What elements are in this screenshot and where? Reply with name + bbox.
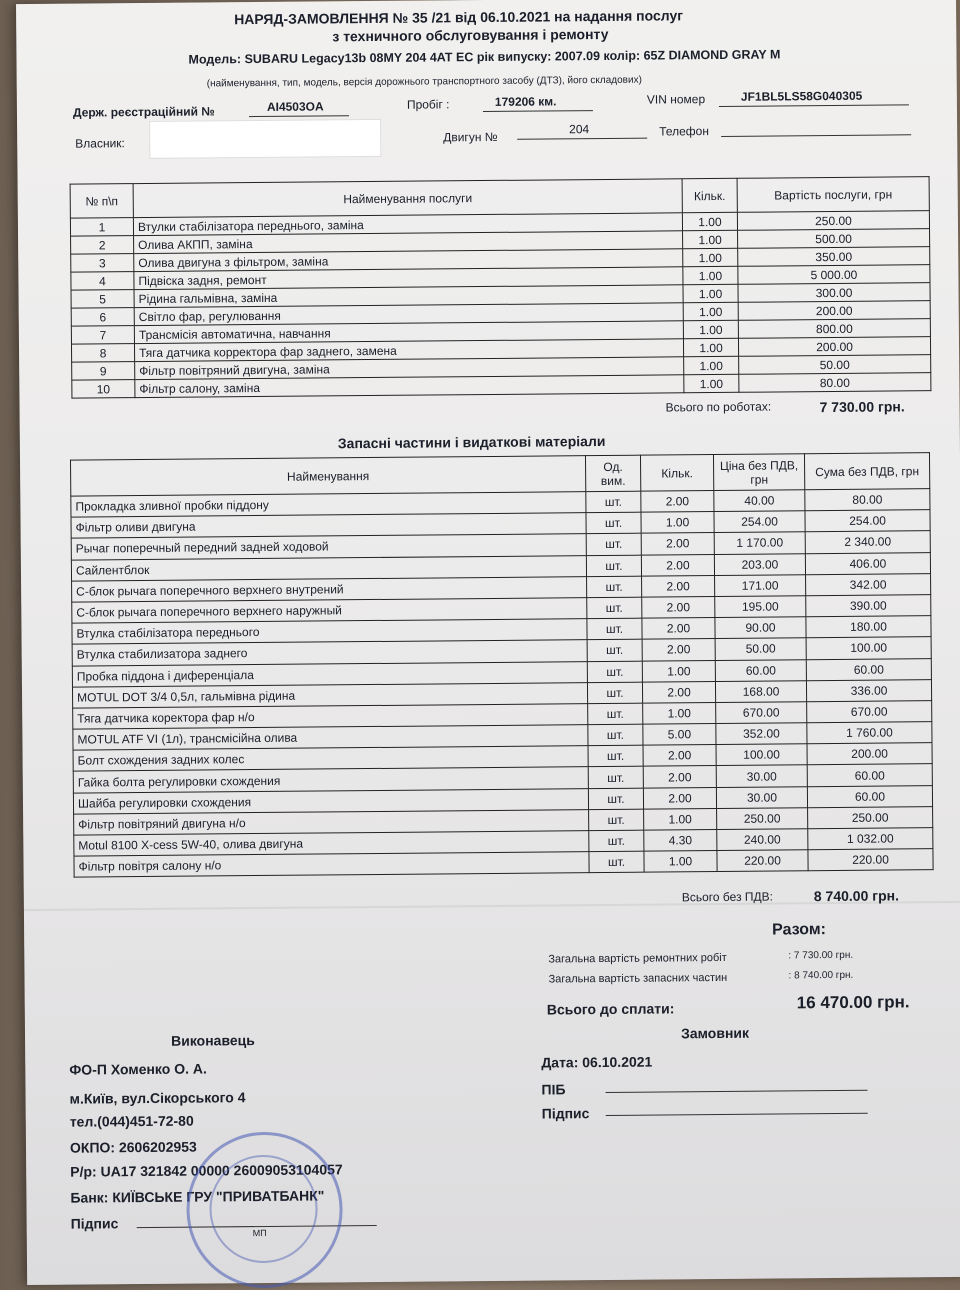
part-qty: 2.00 [642, 618, 715, 640]
parts-header-unit: Од. вим. [585, 455, 640, 491]
part-name: MOTUL ATF VI (1л), трансмісійна олива [73, 725, 588, 751]
part-unit: шт. [587, 682, 642, 704]
part-sum: 1 760.00 [807, 722, 932, 744]
part-price: 203.00 [714, 553, 805, 575]
part-qty: 2.00 [643, 745, 716, 767]
part-name: С-блок рычага поперечного верхнего внутрений [72, 576, 587, 602]
part-name: MOTUL DOT 3/4 0,5л, гальмівна рідина [72, 682, 587, 708]
company-stamp-inner-ring [209, 1155, 318, 1264]
document-subtitle: з техничного обслуговування і ремонту [332, 25, 609, 45]
service-num: 3 [71, 254, 134, 273]
part-price: 30.00 [716, 786, 807, 808]
part-price: 40.00 [714, 490, 805, 512]
engine-label: Двигун № [443, 129, 498, 145]
contractor-mp: МП [252, 1227, 267, 1239]
service-num: 1 [70, 218, 133, 237]
part-sum: 336.00 [806, 679, 931, 701]
model-note: (найменування, тип, модель, версія дорожнього транспортного засобу (ДТЗ), його складових) [206, 74, 642, 90]
part-name: Гайка болта регулировки схождения [73, 767, 588, 793]
part-name: С-блок рычага поперечного верхнего наружный [72, 598, 587, 624]
service-qty: 1.00 [683, 266, 738, 284]
document-title: НАРЯД-ЗАМОВЛЕННЯ № 35 /21 від 06.10.2021 на надання послуг [234, 7, 684, 28]
part-name: Motul 8100 X-cess 5W-40, олива двигуна [74, 831, 589, 857]
part-unit: шт. [589, 830, 644, 852]
company-stamp [186, 1131, 343, 1288]
part-name: Рычаг поперечный передний задней ходовой [71, 534, 586, 560]
parts-header-name: Найменування [70, 456, 585, 496]
part-price: 240.00 [717, 829, 808, 851]
service-qty: 1.00 [684, 374, 739, 392]
service-price: 300.00 [738, 283, 930, 303]
order-document [16, 0, 960, 1285]
part-sum: 342.00 [806, 573, 931, 595]
part-name: Втулка стабилизатора заднего [72, 640, 587, 666]
parts-header-price: Ціна без ПДВ, грн [713, 454, 804, 491]
service-name: Втулки стабілізатора переднього, заміна [133, 213, 682, 236]
part-sum: 220.00 [808, 849, 933, 871]
service-num: 6 [71, 308, 134, 327]
part-qty: 1.00 [644, 808, 717, 830]
services-total-value: 7 730.00 грн. [819, 398, 905, 416]
service-qty: 1.00 [683, 248, 738, 266]
mileage-line [483, 110, 593, 112]
part-price: 171.00 [715, 574, 806, 596]
summary-repair-label: Загальна вартість ремонтних робіт [548, 951, 727, 966]
service-name: Підвіска задня, ремонт [134, 267, 683, 290]
parts-total-label: Всього без ПДВ: [681, 889, 774, 905]
part-qty: 1.00 [641, 512, 714, 534]
parts-table [70, 452, 934, 878]
service-qty: 1.00 [683, 320, 738, 338]
part-unit: шт. [587, 639, 642, 661]
services-total-label: Всього по роботах: [665, 399, 772, 415]
part-unit: шт. [587, 618, 642, 640]
part-unit: шт. [587, 576, 642, 598]
part-name: Тяга датчика коректора фар н/о [73, 704, 588, 730]
contractor-heading: Виконавець [171, 1032, 255, 1049]
part-sum: 60.00 [806, 658, 931, 680]
part-qty: 2.00 [642, 639, 715, 661]
contractor-okpo: ОКПО: 2606202953 [69, 1138, 197, 1156]
service-num: 10 [72, 380, 135, 399]
part-qty: 2.00 [641, 554, 714, 576]
part-unit: шт. [586, 534, 641, 556]
service-price: 350.00 [738, 247, 930, 267]
summary-total-value: 16 470.00 грн. [796, 992, 910, 1013]
part-name: Втулка стабілізатора переднього [72, 619, 587, 645]
part-sum: 390.00 [806, 595, 931, 617]
contractor-bank: Банк: КИЇВСЬКЕ ГРУ "ПРИВАТБАНК" [70, 1187, 325, 1206]
vin-label: VIN номер [646, 92, 706, 107]
service-name: Світло фар, регулювання [134, 303, 683, 326]
part-price: 220.00 [717, 850, 808, 872]
part-qty: 2.00 [642, 575, 715, 597]
part-qty: 4.30 [644, 830, 717, 852]
part-sum: 200.00 [807, 743, 932, 765]
services-header-qty: Кільк. [682, 178, 737, 212]
part-unit: шт. [588, 767, 643, 789]
services-header-name: Найменування послуги [133, 179, 682, 218]
part-qty: 2.00 [642, 681, 715, 703]
phone-line [721, 134, 911, 137]
service-qty: 1.00 [683, 338, 738, 356]
service-name: Фільтр салону, заміна [135, 375, 684, 398]
customer-pib-label: ПІБ [541, 1081, 566, 1098]
part-price: 250.00 [717, 808, 808, 830]
service-qty: 1.00 [683, 284, 738, 302]
part-sum: 80.00 [805, 489, 930, 511]
service-price: 5 000.00 [738, 265, 930, 285]
part-sum: 406.00 [805, 552, 930, 574]
service-name: Тяга датчика корректора фар заднего, замена [134, 339, 683, 362]
customer-heading: Замовник [680, 1024, 750, 1042]
service-price: 500.00 [738, 229, 930, 249]
part-unit: шт. [588, 788, 643, 810]
service-num: 4 [71, 272, 134, 291]
part-sum: 250.00 [808, 806, 933, 828]
part-name: Сайлентблок [71, 555, 586, 581]
part-sum: 60.00 [807, 764, 932, 786]
summary-parts-value: : 8 740.00 грн. [788, 969, 854, 982]
part-price: 60.00 [715, 659, 806, 681]
part-sum: 2 340.00 [805, 531, 930, 553]
owner-label: Власник: [75, 136, 125, 151]
part-price: 90.00 [715, 617, 806, 639]
part-qty: 1.00 [644, 851, 717, 873]
part-name: Прокладка зливної пробки піддону [71, 492, 586, 518]
service-qty: 1.00 [683, 230, 738, 248]
part-price: 168.00 [715, 680, 806, 702]
service-price: 50.00 [739, 355, 931, 375]
part-unit: шт. [589, 851, 644, 873]
part-unit: шт. [588, 703, 643, 725]
service-price: 200.00 [738, 301, 930, 321]
owner-redacted [149, 119, 381, 159]
part-name: Фільтр повітряний двигуна н/о [74, 809, 589, 835]
reg-number-label: Держ. реєстраційний № [72, 104, 215, 120]
part-sum: 670.00 [807, 701, 932, 723]
summary-heading: Разом: [772, 921, 827, 939]
service-qty: 1.00 [682, 212, 737, 230]
part-sum: 100.00 [806, 637, 931, 659]
part-unit: шт. [589, 809, 644, 831]
part-price: 30.00 [716, 765, 807, 787]
part-price: 100.00 [716, 744, 807, 766]
part-price: 1 170.00 [714, 532, 805, 554]
part-unit: шт. [588, 724, 643, 746]
part-qty: 5.00 [643, 724, 716, 746]
part-qty: 2.00 [643, 766, 716, 788]
phone-label: Телефон [659, 124, 709, 139]
service-price: 250.00 [737, 211, 929, 231]
part-unit: шт. [587, 597, 642, 619]
service-name: Фільтр повітряний двигуна, заміна [135, 357, 684, 380]
customer-pib-line [606, 1090, 868, 1093]
part-qty: 1.00 [643, 702, 716, 724]
service-num: 8 [71, 344, 134, 363]
part-qty: 2.00 [642, 596, 715, 618]
part-price: 670.00 [716, 702, 807, 724]
part-unit: шт. [586, 512, 641, 534]
contractor-account: Р/р: UA17 321842 00000 26009053104057 [70, 1161, 343, 1180]
part-name: Фільтр оливи двигуна [71, 513, 586, 539]
part-qty: 2.00 [641, 533, 714, 555]
parts-header-sum: Сума без ПДВ, грн [804, 453, 929, 490]
service-price: 200.00 [738, 337, 930, 357]
service-qty: 1.00 [684, 356, 739, 374]
part-sum: 180.00 [806, 616, 931, 638]
part-unit: шт. [587, 661, 642, 683]
parts-header-qty: Кільк. [640, 455, 713, 492]
part-qty: 2.00 [643, 787, 716, 809]
part-name: Пробка піддона і диференціала [72, 661, 587, 687]
part-unit: шт. [586, 491, 641, 513]
part-price: 50.00 [715, 638, 806, 660]
summary-repair-value: : 7 730.00 грн. [788, 949, 854, 962]
customer-sign-label: Підпис [541, 1105, 590, 1122]
service-price: 800.00 [738, 319, 930, 339]
part-sum: 1 032.00 [808, 828, 933, 850]
customer-sign-line [606, 1113, 868, 1116]
model-line: Модель: SUBARU Legacy13b 08MY 204 4AT EC рік випуску: 2007.09 колір: 65Z DIAMOND GRAY M [188, 47, 781, 67]
contractor-address: м.Київ, вул.Сікорського 4 [69, 1089, 246, 1107]
service-num: 2 [71, 236, 134, 255]
vin-line [719, 104, 909, 107]
part-unit: шт. [588, 745, 643, 767]
reg-number-value: AI4503OA [266, 99, 324, 114]
contractor-phone: тел.(044)451-72-80 [69, 1112, 194, 1130]
engine-line [517, 138, 647, 140]
service-qty: 1.00 [683, 302, 738, 320]
engine-value: 204 [569, 122, 590, 137]
summary-parts-label: Загальна вартість запасних частин [548, 971, 728, 986]
service-name: Олива двигуна з фільтром, заміна [134, 249, 683, 272]
service-price: 80.00 [739, 373, 931, 393]
part-price: 254.00 [714, 511, 805, 533]
parts-total-value: 8 740.00 грн. [813, 887, 900, 905]
mileage-label: Пробіг : [406, 97, 450, 112]
part-sum: 254.00 [805, 510, 930, 532]
contractor-name: ФО-П Хоменко О. А. [69, 1060, 207, 1078]
service-name: Рідина гальмівна, заміна [134, 285, 683, 308]
mileage-value: 179206 км. [494, 94, 557, 109]
part-price: 352.00 [716, 723, 807, 745]
part-unit: шт. [586, 555, 641, 577]
services-header-num: № п\п [70, 184, 133, 219]
service-num: 7 [71, 326, 134, 345]
services-table [70, 176, 932, 398]
contractor-sign-label: Підпис [70, 1215, 119, 1232]
service-num: 9 [72, 362, 135, 381]
customer-date: Дата: 06.10.2021 [541, 1053, 653, 1071]
part-qty: 2.00 [641, 491, 714, 513]
summary-total-label: Всього до сплати: [546, 1000, 675, 1018]
part-sum: 60.00 [807, 785, 932, 807]
part-name: Фільтр повітря салону н/о [74, 852, 589, 878]
parts-title: Запасні частини і видаткові матеріали [337, 432, 606, 452]
part-name: Болт схождения задних колес [73, 746, 588, 772]
part-price: 195.00 [715, 596, 806, 618]
service-name: Олива АКПП, заміна [134, 231, 683, 254]
reg-number-line [249, 115, 349, 117]
services-header-price: Вартість послуги, грн [737, 177, 929, 213]
vin-value: JF1BL5LS58G040305 [740, 88, 863, 104]
service-num: 5 [71, 290, 134, 309]
service-name: Трансмісія автоматична, навчання [134, 321, 683, 344]
part-name: Шайба регулировки схождения [73, 788, 588, 814]
part-qty: 1.00 [642, 660, 715, 682]
